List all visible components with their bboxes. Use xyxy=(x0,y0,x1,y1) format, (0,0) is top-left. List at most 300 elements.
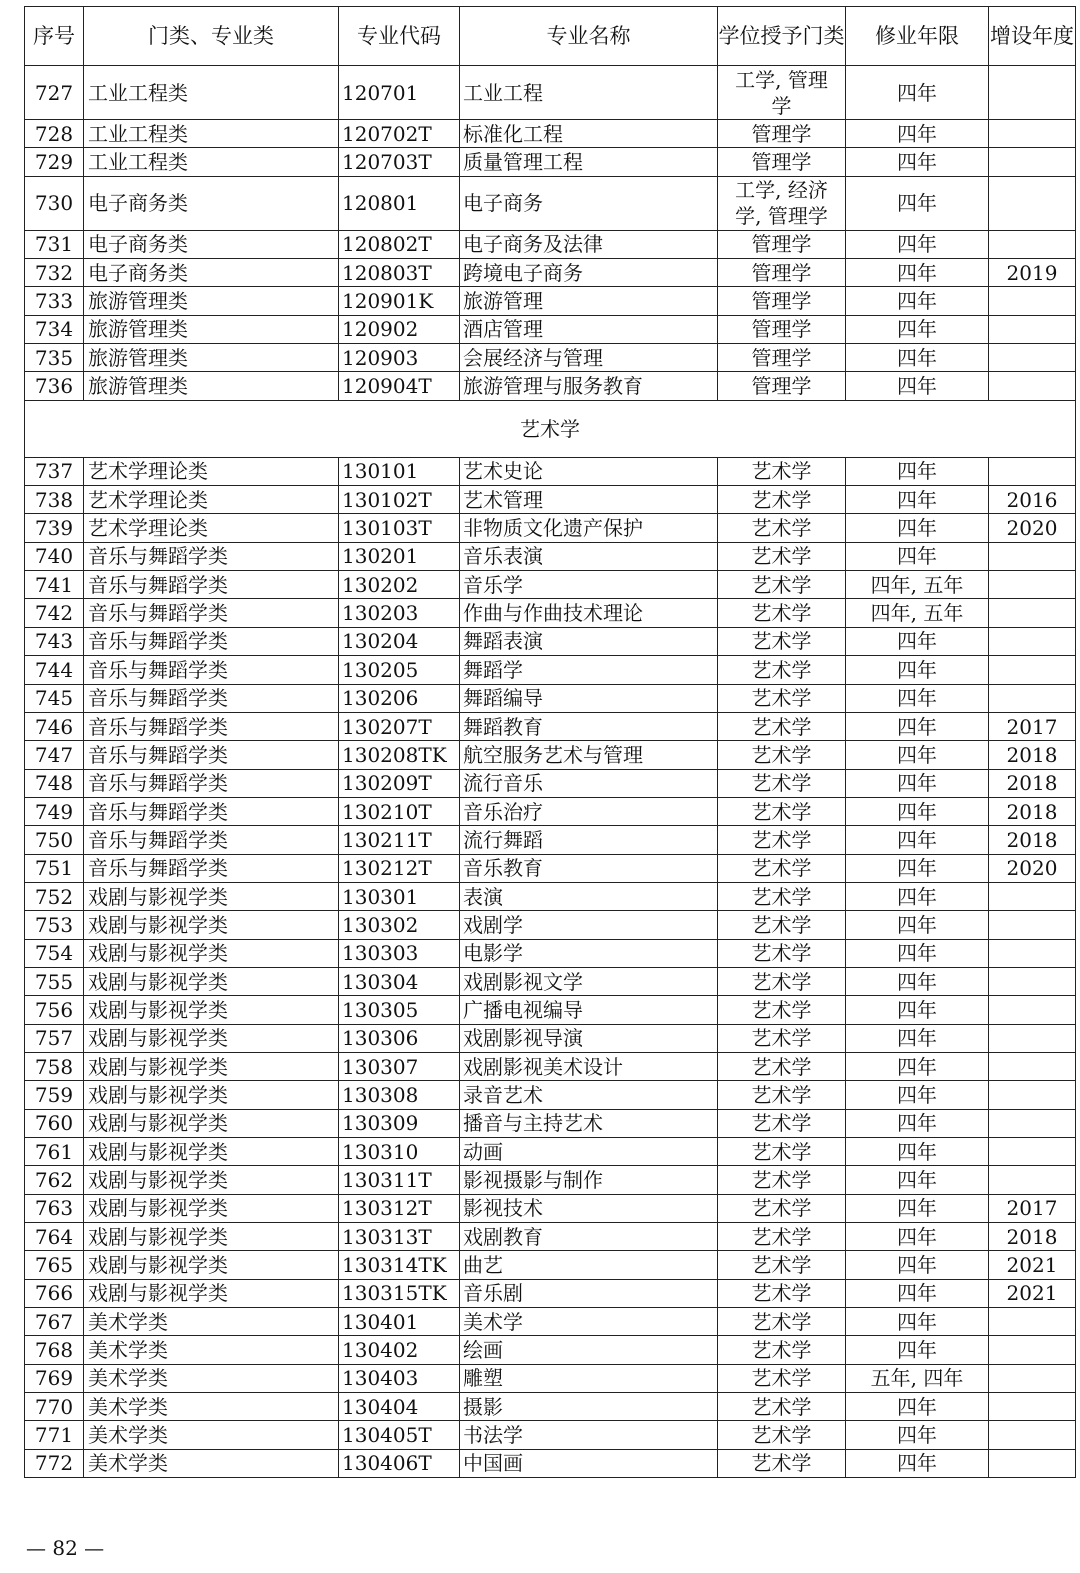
cell-degree: 工学, 管理学 xyxy=(718,66,846,120)
cell-years: 四年 xyxy=(846,656,989,684)
cell-year-added xyxy=(989,1364,1076,1392)
cell-code: 130202 xyxy=(339,571,460,599)
cell-code: 130314TK xyxy=(339,1251,460,1279)
section-divider xyxy=(25,400,1076,457)
cell-name: 戏剧影视美术设计 xyxy=(460,1052,718,1080)
cell-category: 戏剧与影视学类 xyxy=(84,996,339,1024)
cell-name: 旅游管理 xyxy=(460,287,718,315)
cell-category: 美术学类 xyxy=(84,1449,339,1477)
cell-years: 五年, 四年 xyxy=(846,1364,989,1392)
cell-years: 四年 xyxy=(846,344,989,372)
cell-years: 四年 xyxy=(846,542,989,570)
cell-degree: 管理学 xyxy=(718,148,846,176)
cell-year-added xyxy=(989,148,1076,176)
section-row xyxy=(25,400,1076,457)
cell-seq: 752 xyxy=(25,882,84,910)
cell-category: 旅游管理类 xyxy=(84,344,339,372)
cell-category: 戏剧与影视学类 xyxy=(84,1024,339,1052)
cell-code: 120703T xyxy=(339,148,460,176)
cell-seq: 730 xyxy=(25,176,84,230)
cell-category: 美术学类 xyxy=(84,1421,339,1449)
cell-code: 130311T xyxy=(339,1166,460,1194)
table-row xyxy=(25,797,1076,825)
cell-degree: 艺术学 xyxy=(718,571,846,599)
cell-code: 120901K xyxy=(339,287,460,315)
cell-category: 音乐与舞蹈学类 xyxy=(84,769,339,797)
cell-name: 舞蹈表演 xyxy=(460,627,718,655)
cell-name: 中国画 xyxy=(460,1449,718,1477)
cell-name: 标准化工程 xyxy=(460,120,718,148)
cell-seq: 742 xyxy=(25,599,84,627)
table-row xyxy=(25,287,1076,315)
table-row xyxy=(25,315,1076,343)
cell-name: 舞蹈编导 xyxy=(460,684,718,712)
cell-category: 音乐与舞蹈学类 xyxy=(84,712,339,740)
cell-degree: 艺术学 xyxy=(718,1421,846,1449)
cell-degree: 管理学 xyxy=(718,230,846,258)
cell-years: 四年, 五年 xyxy=(846,599,989,627)
table-row xyxy=(25,148,1076,176)
cell-degree: 艺术学 xyxy=(718,967,846,995)
cell-year-added: 2018 xyxy=(989,1223,1076,1251)
cell-degree: 艺术学 xyxy=(718,1052,846,1080)
table-row xyxy=(25,542,1076,570)
table-row xyxy=(25,1223,1076,1251)
cell-degree: 艺术学 xyxy=(718,542,846,570)
cell-category: 音乐与舞蹈学类 xyxy=(84,599,339,627)
cell-code: 130307 xyxy=(339,1052,460,1080)
cell-name: 播音与主持艺术 xyxy=(460,1109,718,1137)
cell-seq: 732 xyxy=(25,259,84,287)
cell-name: 音乐教育 xyxy=(460,854,718,882)
cell-name: 质量管理工程 xyxy=(460,148,718,176)
cell-degree: 艺术学 xyxy=(718,627,846,655)
table-row xyxy=(25,120,1076,148)
cell-category: 戏剧与影视学类 xyxy=(84,1166,339,1194)
table-row xyxy=(25,1081,1076,1109)
table-row xyxy=(25,656,1076,684)
cell-name: 艺术管理 xyxy=(460,486,718,514)
cell-name: 电影学 xyxy=(460,939,718,967)
cell-code: 120801 xyxy=(339,176,460,230)
cell-code: 130101 xyxy=(339,457,460,485)
cell-code: 130308 xyxy=(339,1081,460,1109)
cell-year-added xyxy=(989,287,1076,315)
cell-seq: 729 xyxy=(25,148,84,176)
cell-category: 艺术学理论类 xyxy=(84,514,339,542)
cell-seq: 728 xyxy=(25,120,84,148)
cell-category: 戏剧与影视学类 xyxy=(84,1251,339,1279)
cell-year-added: 2020 xyxy=(989,514,1076,542)
table-row xyxy=(25,344,1076,372)
cell-year-added xyxy=(989,684,1076,712)
table-row xyxy=(25,996,1076,1024)
cell-year-added xyxy=(989,1421,1076,1449)
cell-seq: 747 xyxy=(25,741,84,769)
table-row xyxy=(25,176,1076,230)
cell-category: 旅游管理类 xyxy=(84,315,339,343)
cell-degree: 艺术学 xyxy=(718,1166,846,1194)
table-row xyxy=(25,1308,1076,1336)
cell-name: 会展经济与管理 xyxy=(460,344,718,372)
table-row xyxy=(25,1279,1076,1307)
cell-degree: 管理学 xyxy=(718,315,846,343)
cell-code: 130312T xyxy=(339,1194,460,1222)
cell-degree: 艺术学 xyxy=(718,741,846,769)
cell-degree: 艺术学 xyxy=(718,514,846,542)
cell-code: 130304 xyxy=(339,967,460,995)
cell-seq: 731 xyxy=(25,230,84,258)
cell-code: 130204 xyxy=(339,627,460,655)
cell-category: 戏剧与影视学类 xyxy=(84,1194,339,1222)
cell-years: 四年 xyxy=(846,939,989,967)
cell-code: 130403 xyxy=(339,1364,460,1392)
cell-name: 广播电视编导 xyxy=(460,996,718,1024)
cell-name: 美术学 xyxy=(460,1308,718,1336)
cell-year-added: 2020 xyxy=(989,854,1076,882)
cell-category: 音乐与舞蹈学类 xyxy=(84,656,339,684)
table-row xyxy=(25,882,1076,910)
cell-name: 跨境电子商务 xyxy=(460,259,718,287)
cell-category: 电子商务类 xyxy=(84,259,339,287)
cell-year-added xyxy=(989,66,1076,120)
cell-name: 流行舞蹈 xyxy=(460,826,718,854)
cell-category: 音乐与舞蹈学类 xyxy=(84,542,339,570)
cell-years: 四年 xyxy=(846,1223,989,1251)
cell-category: 戏剧与影视学类 xyxy=(84,1052,339,1080)
header-code: 专业代码 xyxy=(339,7,460,66)
table-row xyxy=(25,1052,1076,1080)
cell-code: 120702T xyxy=(339,120,460,148)
cell-name: 非物质文化遗产保护 xyxy=(460,514,718,542)
page-number: — 82 — xyxy=(26,1536,105,1560)
table-row xyxy=(25,1024,1076,1052)
cell-year-added: 2017 xyxy=(989,712,1076,740)
cell-years: 四年 xyxy=(846,1279,989,1307)
cell-years: 四年 xyxy=(846,66,989,120)
cell-year-added xyxy=(989,344,1076,372)
cell-years: 四年 xyxy=(846,1336,989,1364)
cell-code: 130404 xyxy=(339,1393,460,1421)
cell-category: 戏剧与影视学类 xyxy=(84,1223,339,1251)
cell-category: 音乐与舞蹈学类 xyxy=(84,627,339,655)
cell-years: 四年, 五年 xyxy=(846,571,989,599)
cell-code: 130203 xyxy=(339,599,460,627)
cell-seq: 768 xyxy=(25,1336,84,1364)
cell-degree: 艺术学 xyxy=(718,797,846,825)
table-row xyxy=(25,230,1076,258)
cell-name: 音乐表演 xyxy=(460,542,718,570)
cell-seq: 767 xyxy=(25,1308,84,1336)
cell-seq: 743 xyxy=(25,627,84,655)
cell-category: 戏剧与影视学类 xyxy=(84,882,339,910)
cell-degree: 管理学 xyxy=(718,344,846,372)
cell-seq: 763 xyxy=(25,1194,84,1222)
cell-degree: 艺术学 xyxy=(718,1109,846,1137)
cell-degree: 艺术学 xyxy=(718,1251,846,1279)
cell-name: 音乐治疗 xyxy=(460,797,718,825)
cell-name: 旅游管理与服务教育 xyxy=(460,372,718,400)
table-row xyxy=(25,66,1076,120)
cell-years: 四年 xyxy=(846,854,989,882)
cell-category: 工业工程类 xyxy=(84,148,339,176)
cell-year-added xyxy=(989,1109,1076,1137)
cell-name: 工业工程 xyxy=(460,66,718,120)
cell-code: 130301 xyxy=(339,882,460,910)
cell-code: 130205 xyxy=(339,656,460,684)
cell-years: 四年 xyxy=(846,911,989,939)
cell-degree: 艺术学 xyxy=(718,939,846,967)
cell-seq: 771 xyxy=(25,1421,84,1449)
cell-degree: 艺术学 xyxy=(718,854,846,882)
cell-name: 雕塑 xyxy=(460,1364,718,1392)
majors-table xyxy=(24,6,1076,1478)
cell-years: 四年 xyxy=(846,967,989,995)
cell-year-added xyxy=(989,315,1076,343)
header-degree: 学位授予门类 xyxy=(718,7,846,66)
cell-year-added xyxy=(989,1024,1076,1052)
cell-degree: 艺术学 xyxy=(718,1024,846,1052)
cell-degree: 艺术学 xyxy=(718,457,846,485)
cell-year-added xyxy=(989,656,1076,684)
cell-years: 四年 xyxy=(846,1251,989,1279)
cell-seq: 736 xyxy=(25,372,84,400)
cell-code: 130313T xyxy=(339,1223,460,1251)
cell-year-added xyxy=(989,1308,1076,1336)
cell-name: 曲艺 xyxy=(460,1251,718,1279)
cell-degree: 艺术学 xyxy=(718,882,846,910)
cell-category: 美术学类 xyxy=(84,1336,339,1364)
cell-code: 120802T xyxy=(339,230,460,258)
table-row xyxy=(25,1166,1076,1194)
table-row xyxy=(25,457,1076,485)
cell-name: 表演 xyxy=(460,882,718,910)
cell-seq: 737 xyxy=(25,457,84,485)
table-row xyxy=(25,911,1076,939)
cell-name: 绘画 xyxy=(460,1336,718,1364)
cell-seq: 755 xyxy=(25,967,84,995)
cell-year-added xyxy=(989,1336,1076,1364)
cell-seq: 733 xyxy=(25,287,84,315)
cell-years: 四年 xyxy=(846,287,989,315)
cell-name: 戏剧教育 xyxy=(460,1223,718,1251)
cell-code: 130401 xyxy=(339,1308,460,1336)
cell-category: 戏剧与影视学类 xyxy=(84,939,339,967)
cell-year-added: 2016 xyxy=(989,486,1076,514)
cell-year-added: 2018 xyxy=(989,741,1076,769)
cell-year-added xyxy=(989,599,1076,627)
cell-year-added xyxy=(989,967,1076,995)
table-row xyxy=(25,1421,1076,1449)
cell-years: 四年 xyxy=(846,1052,989,1080)
cell-seq: 760 xyxy=(25,1109,84,1137)
header-category: 门类、专业类 xyxy=(84,7,339,66)
cell-years: 四年 xyxy=(846,486,989,514)
cell-name: 动画 xyxy=(460,1138,718,1166)
cell-category: 音乐与舞蹈学类 xyxy=(84,571,339,599)
cell-degree: 艺术学 xyxy=(718,1308,846,1336)
cell-seq: 756 xyxy=(25,996,84,1024)
cell-code: 130302 xyxy=(339,911,460,939)
cell-year-added xyxy=(989,457,1076,485)
header-name: 专业名称 xyxy=(460,7,718,66)
table-row xyxy=(25,1336,1076,1364)
cell-code: 130305 xyxy=(339,996,460,1024)
cell-years: 四年 xyxy=(846,1081,989,1109)
cell-category: 音乐与舞蹈学类 xyxy=(84,854,339,882)
table-body-arts xyxy=(25,457,1076,1477)
cell-seq: 758 xyxy=(25,1052,84,1080)
cell-code: 130306 xyxy=(339,1024,460,1052)
cell-category: 工业工程类 xyxy=(84,66,339,120)
section-title: 艺术学 xyxy=(25,400,1076,457)
cell-years: 四年 xyxy=(846,315,989,343)
cell-category: 电子商务类 xyxy=(84,230,339,258)
cell-seq: 761 xyxy=(25,1138,84,1166)
cell-category: 美术学类 xyxy=(84,1364,339,1392)
cell-year-added xyxy=(989,176,1076,230)
cell-years: 四年 xyxy=(846,514,989,542)
table-row xyxy=(25,1364,1076,1392)
cell-degree: 艺术学 xyxy=(718,769,846,797)
table-row xyxy=(25,712,1076,740)
cell-code: 130208TK xyxy=(339,741,460,769)
cell-code: 130310 xyxy=(339,1138,460,1166)
cell-code: 120803T xyxy=(339,259,460,287)
cell-seq: 744 xyxy=(25,656,84,684)
cell-degree: 艺术学 xyxy=(718,1081,846,1109)
cell-name: 作曲与作曲技术理论 xyxy=(460,599,718,627)
cell-category: 戏剧与影视学类 xyxy=(84,1109,339,1137)
cell-name: 电子商务 xyxy=(460,176,718,230)
cell-year-added xyxy=(989,1081,1076,1109)
cell-category: 旅游管理类 xyxy=(84,287,339,315)
table-row xyxy=(25,854,1076,882)
cell-name: 录音艺术 xyxy=(460,1081,718,1109)
cell-years: 四年 xyxy=(846,1194,989,1222)
cell-years: 四年 xyxy=(846,1421,989,1449)
cell-year-added xyxy=(989,1166,1076,1194)
cell-years: 四年 xyxy=(846,996,989,1024)
cell-seq: 751 xyxy=(25,854,84,882)
cell-name: 航空服务艺术与管理 xyxy=(460,741,718,769)
cell-name: 摄影 xyxy=(460,1393,718,1421)
cell-seq: 764 xyxy=(25,1223,84,1251)
cell-year-added xyxy=(989,372,1076,400)
cell-years: 四年 xyxy=(846,259,989,287)
table-row xyxy=(25,826,1076,854)
cell-seq: 772 xyxy=(25,1449,84,1477)
cell-name: 戏剧学 xyxy=(460,911,718,939)
cell-year-added: 2018 xyxy=(989,826,1076,854)
table-row xyxy=(25,1109,1076,1137)
cell-code: 120902 xyxy=(339,315,460,343)
cell-year-added xyxy=(989,120,1076,148)
table-row xyxy=(25,769,1076,797)
table-row xyxy=(25,1194,1076,1222)
cell-code: 130405T xyxy=(339,1421,460,1449)
cell-seq: 762 xyxy=(25,1166,84,1194)
cell-years: 四年 xyxy=(846,1308,989,1336)
cell-years: 四年 xyxy=(846,712,989,740)
cell-category: 电子商务类 xyxy=(84,176,339,230)
cell-code: 130212T xyxy=(339,854,460,882)
cell-code: 130206 xyxy=(339,684,460,712)
cell-name: 戏剧影视文学 xyxy=(460,967,718,995)
cell-year-added xyxy=(989,1449,1076,1477)
table-row xyxy=(25,514,1076,542)
cell-category: 美术学类 xyxy=(84,1308,339,1336)
cell-seq: 740 xyxy=(25,542,84,570)
cell-degree: 管理学 xyxy=(718,372,846,400)
cell-years: 四年 xyxy=(846,1109,989,1137)
cell-years: 四年 xyxy=(846,684,989,712)
cell-category: 戏剧与影视学类 xyxy=(84,1138,339,1166)
table-row xyxy=(25,684,1076,712)
cell-degree: 管理学 xyxy=(718,120,846,148)
cell-seq: 765 xyxy=(25,1251,84,1279)
cell-category: 美术学类 xyxy=(84,1393,339,1421)
cell-year-added xyxy=(989,1138,1076,1166)
cell-name: 电子商务及法律 xyxy=(460,230,718,258)
table-body-management xyxy=(25,66,1076,401)
cell-degree: 艺术学 xyxy=(718,1364,846,1392)
cell-degree: 艺术学 xyxy=(718,996,846,1024)
cell-seq: 769 xyxy=(25,1364,84,1392)
cell-category: 戏剧与影视学类 xyxy=(84,967,339,995)
cell-years: 四年 xyxy=(846,120,989,148)
cell-seq: 746 xyxy=(25,712,84,740)
cell-code: 130209T xyxy=(339,769,460,797)
cell-degree: 艺术学 xyxy=(718,1194,846,1222)
cell-name: 戏剧影视导演 xyxy=(460,1024,718,1052)
cell-name: 艺术史论 xyxy=(460,457,718,485)
cell-year-added: 2021 xyxy=(989,1251,1076,1279)
cell-name: 音乐剧 xyxy=(460,1279,718,1307)
cell-seq: 759 xyxy=(25,1081,84,1109)
cell-years: 四年 xyxy=(846,627,989,655)
header-year-added: 增设年度 xyxy=(989,7,1076,66)
cell-year-added xyxy=(989,996,1076,1024)
cell-category: 戏剧与影视学类 xyxy=(84,911,339,939)
cell-degree: 管理学 xyxy=(718,287,846,315)
cell-seq: 754 xyxy=(25,939,84,967)
table-row xyxy=(25,599,1076,627)
cell-name: 影视技术 xyxy=(460,1194,718,1222)
cell-years: 四年 xyxy=(846,826,989,854)
cell-category: 戏剧与影视学类 xyxy=(84,1279,339,1307)
cell-degree: 工学, 经济学, 管理学 xyxy=(718,176,846,230)
table-row xyxy=(25,1138,1076,1166)
table-row xyxy=(25,1449,1076,1477)
table-row xyxy=(25,259,1076,287)
cell-code: 130315TK xyxy=(339,1279,460,1307)
cell-code: 130211T xyxy=(339,826,460,854)
cell-degree: 艺术学 xyxy=(718,1279,846,1307)
cell-years: 四年 xyxy=(846,1166,989,1194)
cell-degree: 艺术学 xyxy=(718,1336,846,1364)
cell-seq: 734 xyxy=(25,315,84,343)
cell-category: 工业工程类 xyxy=(84,120,339,148)
cell-category: 戏剧与影视学类 xyxy=(84,1081,339,1109)
cell-years: 四年 xyxy=(846,1024,989,1052)
cell-years: 四年 xyxy=(846,769,989,797)
cell-years: 四年 xyxy=(846,797,989,825)
cell-code: 130303 xyxy=(339,939,460,967)
table-row xyxy=(25,741,1076,769)
cell-seq: 770 xyxy=(25,1393,84,1421)
cell-seq: 735 xyxy=(25,344,84,372)
